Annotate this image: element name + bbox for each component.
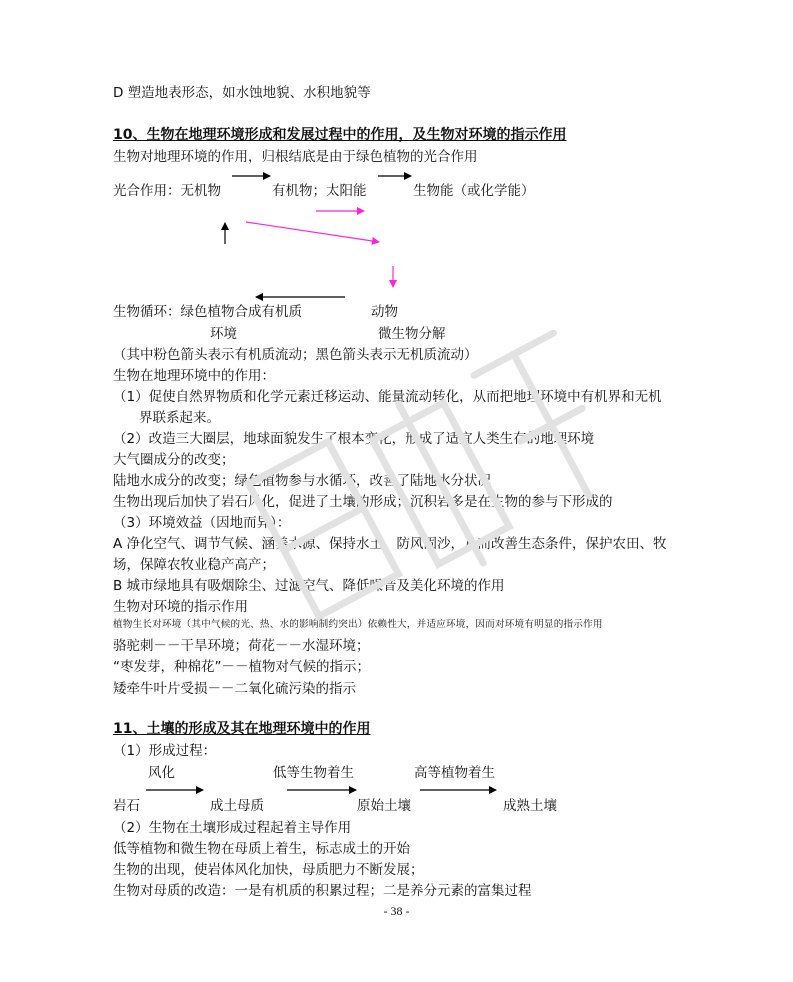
soil-formation-note: 生物出现后加快了岩石风化，促进了土壤的形成；沉积岩多是在生物的参与下形成的 — [113, 494, 613, 510]
role-2a: 低等植物和微生物在母质上着生，标志成土的开始 — [113, 841, 410, 857]
stage-parent-material: 成土母质 — [210, 798, 264, 814]
page-number: - 38 - — [383, 904, 410, 918]
role-2c: 生物对母质的改造：一是有机质的积累过程；二是养分元素的富集过程 — [113, 883, 532, 899]
role-title-2: （2）生物在土壤形成过程起着主导作用 — [113, 820, 352, 836]
land-water-change: 陆地水成分的改变；绿色植物参与水循环，改善了陆地水分状况 — [113, 473, 491, 489]
benefit-a1: A 净化空气、调节气候、涵养水源、保持水土、防风固沙，从而改善生态条件，保护农田、牧 — [113, 536, 667, 552]
role-title: 生物在地理环境中的作用： — [113, 368, 275, 384]
item-d: D 塑造地表形态，如水蚀地貌、水积地貌等 — [113, 85, 371, 101]
step-higher-plants: 高等植物着生 — [414, 765, 495, 781]
process-title: （1）形成过程： — [113, 743, 217, 759]
photosynthesis-bioenergy: 生物能（或化学能） — [413, 183, 535, 199]
petunia-indicator: 矮牵牛叶片受损－－二氧化硫污染的指示 — [113, 681, 356, 697]
stage-rock: 岩石 — [113, 798, 140, 814]
indicator-title: 生物对环境的指示作用 — [113, 599, 248, 615]
line-effect: 生物对地理环境的作用，归根结底是由于绿色植物的光合作用 — [113, 149, 478, 165]
photosynthesis-organic: 有机物；太阳能 — [272, 183, 367, 199]
heading-10: 10、生物在地理环境形成和发展过程中的作用，及生物对环境的指示作用 — [113, 127, 567, 143]
role-1a: （1）促使自然界物质和化学元素迁移运动、能量流动转化，从而把地理环境中有机界和无机 — [113, 389, 662, 405]
photosynthesis-label: 光合作用：无机物 — [113, 183, 221, 199]
atmosphere-change: 大气圈成分的改变； — [113, 452, 235, 468]
cycle-label: 生物循环：绿色植物合成有机质 — [113, 304, 302, 320]
jujube-saying: “枣发芽，种棉花”－－植物对气候的指示； — [113, 659, 370, 675]
cycle-microbe: 微生物分解 — [378, 326, 446, 342]
role-2: （2）改造三大圈层，地球面貌发生了根本变化，形成了适宜人类生存的地理环境 — [113, 431, 595, 447]
step-low-organisms: 低等生物着生 — [273, 765, 354, 781]
benefit-a2: 场，保障农牧业稳产高产； — [113, 557, 275, 573]
role-3: （3）环境效益（因地而异）： — [113, 515, 291, 531]
arrow-organic-diagonal — [246, 222, 379, 242]
cycle-environment: 环境 — [210, 326, 237, 342]
step-weathering: 风化 — [148, 765, 175, 781]
indicator-note: 植物生长对环境（其中气候的光、热、水的影响制约突出）依赖性大，并适应环境，因而对环境有明显的指示作用 — [113, 619, 603, 630]
role-2b: 生物的出现，使岩体风化加快，母质肥力不断发展； — [113, 862, 424, 878]
role-1b: 界联系起来。 — [139, 410, 220, 426]
heading-11: 11、土壤的形成及其在地理环境中的作用 — [113, 721, 371, 737]
camel-thorn: 骆驼刺－－干旱环境；荷花－－水湿环境； — [113, 638, 370, 654]
benefit-b: B 城市绿地具有吸烟除尘、过滤空气、降低噪音及美化环境的作用 — [113, 578, 505, 594]
stage-mature-soil: 成熟土壤 — [503, 798, 557, 814]
cycle-animal: 动物 — [371, 304, 398, 320]
stage-primitive-soil: 原始土壤 — [357, 798, 411, 814]
arrow-note: （其中粉色箭头表示有机质流动；黑色箭头表示无机质流动） — [113, 347, 478, 363]
